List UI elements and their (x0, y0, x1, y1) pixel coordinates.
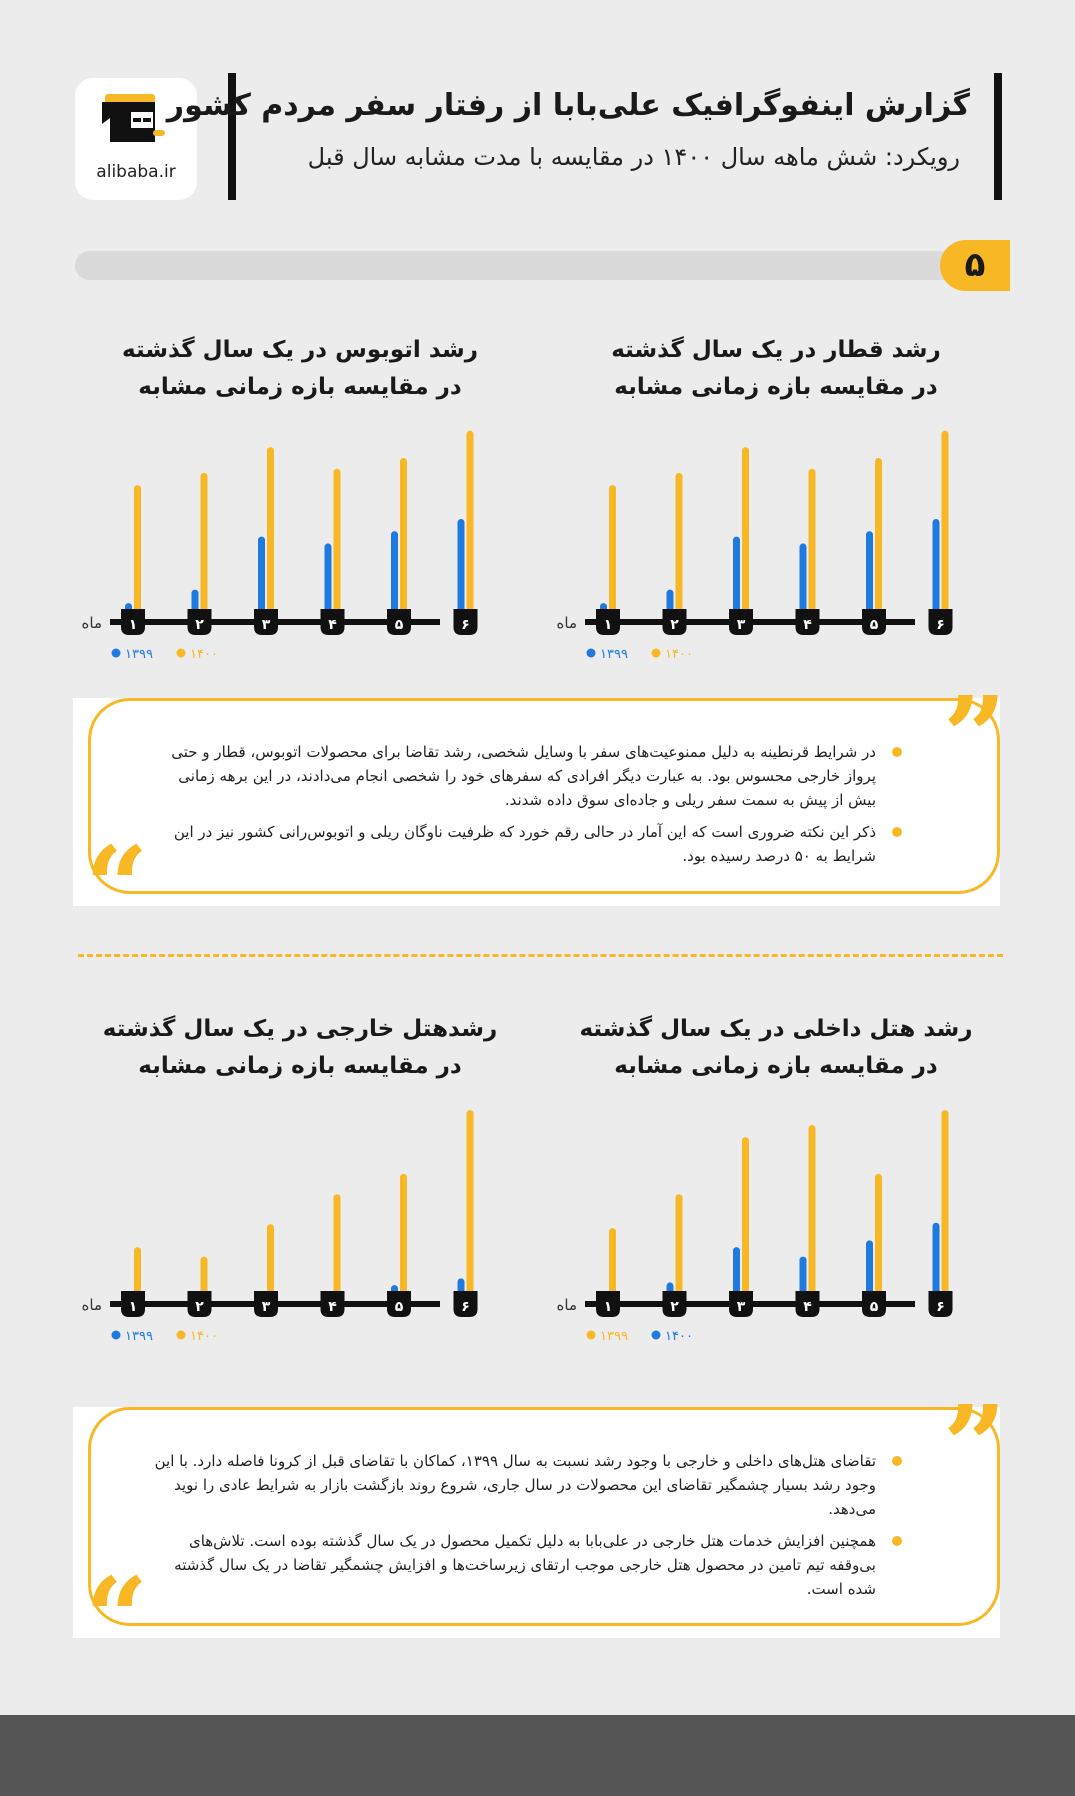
x-tick-label: ۴ (328, 617, 337, 633)
legend-label: ۱۴۰۰ (190, 647, 218, 662)
quote-close-icon: “ (85, 1553, 149, 1682)
chart-title-line: رشدهتل خارجی در یک سال گذشته (102, 1016, 498, 1042)
footer-bar (0, 1715, 1075, 1796)
bar-prev-year (800, 543, 807, 614)
note-card-2 (73, 1381, 1007, 1682)
bullet-icon (892, 1456, 902, 1466)
bullet-icon (892, 1536, 902, 1546)
bar-prev-year (933, 1223, 940, 1296)
x-tick-label: ۲ (670, 1299, 679, 1315)
legend-dot (587, 649, 596, 658)
bar-curr-year (875, 458, 882, 614)
x-tick-label: ۲ (670, 617, 679, 633)
bar-curr-year (134, 485, 141, 614)
legend-dot (587, 1331, 596, 1340)
bar-curr-year (201, 1257, 208, 1296)
bar-curr-year (809, 469, 816, 614)
x-tick-label: ۴ (803, 617, 812, 633)
quote-open-icon: ” (943, 672, 1007, 801)
chart-foreign-hotel (80, 1092, 500, 1352)
chart-domestic-hotel (555, 1092, 975, 1352)
bar-curr-year (334, 1194, 341, 1296)
bar-curr-year (609, 1228, 616, 1296)
bar-curr-year (267, 1224, 274, 1296)
quote-close-icon: “ (85, 822, 149, 951)
bar-curr-year (676, 1194, 683, 1296)
chart-title-line: در مقایسه بازه زمانی مشابه (614, 374, 938, 400)
list-item: تقاضای هتل‌های داخلی و خارجی با وجود رشد نسبت به سال ۱۳۹۹، کماکان با تقاضای قبل از کرونا فاصله دارد. با این وجود رشد بسیار چشمگیر تقاضای این محصولات در سال جاری، شروع روند بازگشت بازار به شرایط عادی را نوید می‌دهد. (153, 1449, 910, 1521)
x-tick-label: ۴ (328, 1299, 337, 1315)
bar-curr-year (742, 1137, 749, 1296)
bar-prev-year (458, 519, 465, 614)
bar-curr-year (942, 1110, 949, 1296)
bar-curr-year (676, 473, 683, 614)
bar-curr-year (400, 458, 407, 614)
x-tick-label: ۳ (736, 617, 746, 633)
x-tick-label: ۱ (128, 1299, 138, 1315)
bar-curr-year (334, 469, 341, 614)
bar-prev-year (933, 519, 940, 614)
x-tick-label: ۳ (261, 617, 271, 633)
x-tick-label: ۱ (603, 1299, 613, 1315)
x-tick-label: ۶ (461, 617, 470, 633)
note-card-1 (73, 672, 1007, 951)
x-tick-label: ۲ (195, 617, 204, 633)
list-item: در شرایط قرنطینه به دلیل ممنوعیت‌های سفر با وسایل شخصی، رشد تقاضا برای محصولات اتوبوس، قطار و حتی پرواز خارجی محسوس بود. به عبارت دیگر افرادی که سفرهای خود را شخصی انجام می‌دادند، در این برهه زمانی بیش از پیش به سمت سفر ریلی و جاده‌ای سوق داده شدند. (153, 740, 910, 812)
bar-prev-year (733, 537, 740, 614)
page-title: گزارش اینفوگرافیک علی‌بابا از رفتار سفر مردم کشور (166, 88, 970, 123)
chart-title-line: رشد هتل داخلی در یک سال گذشته (579, 1016, 973, 1042)
x-tick-label: ۵ (394, 617, 404, 633)
legend-dot (177, 649, 186, 658)
x-tick-label: ۱ (128, 617, 138, 633)
x-tick-label: ۳ (261, 1299, 271, 1315)
chart-title-line: در مقایسه بازه زمانی مشابه (614, 1053, 938, 1079)
bar-curr-year (400, 1174, 407, 1296)
legend-dot (652, 1331, 661, 1340)
note-list-2 (153, 1449, 910, 1609)
legend-dot (652, 649, 661, 658)
header-bar-right (994, 73, 1002, 200)
x-tick-label: ۶ (936, 1299, 945, 1315)
legend-label: ۱۳۹۹ (125, 1329, 153, 1344)
legend-dot (177, 1331, 186, 1340)
bar-prev-year (733, 1247, 740, 1296)
x-tick-label: ۳ (736, 1299, 746, 1315)
list-item: همچنین افزایش خدمات هتل خارجی در علی‌بابا به دلیل تکمیل محصول در یک سال گذشته بوده است. تلاش‌های بی‌وقفه تیم تامین در محصول هتل خارجی موجب ارتقای زیرساخت‌ها و افزایش چشمگیر تقاضا در یک سال گذشته شده است. (153, 1529, 910, 1601)
chart-title-line: رشد قطار در یک سال گذشته (611, 337, 941, 363)
bar-curr-year (609, 485, 616, 614)
x-axis-label: ماه (81, 614, 102, 632)
bar-curr-year (267, 447, 274, 614)
legend-label: ۱۳۹۹ (600, 647, 628, 662)
bar-curr-year (875, 1174, 882, 1296)
chart-title-foreign-hotel (70, 1011, 530, 1085)
legend-label: ۱۴۰۰ (665, 1329, 693, 1344)
progress-track (75, 251, 1010, 280)
chart-title-line: در مقایسه بازه زمانی مشابه (138, 1053, 462, 1079)
bar-prev-year (866, 531, 873, 614)
legend-label: ۱۴۰۰ (665, 647, 693, 662)
quote-open-icon: ” (943, 1381, 1007, 1510)
chart-train (555, 410, 975, 670)
x-axis-label: ماه (81, 1296, 102, 1314)
bar-curr-year (134, 1247, 141, 1296)
x-axis-label: ماه (556, 614, 577, 632)
chart-title-line: رشد اتوبوس در یک سال گذشته (122, 337, 478, 363)
bar-prev-year (258, 537, 265, 614)
bar-curr-year (467, 1110, 474, 1296)
logo-text: alibaba.ir (96, 162, 176, 182)
bar-prev-year (391, 531, 398, 614)
x-tick-label: ۲ (195, 1299, 204, 1315)
x-tick-label: ۵ (394, 1299, 404, 1315)
bar-curr-year (201, 473, 208, 614)
legend-label: ۱۳۹۹ (600, 1329, 628, 1344)
x-tick-label: ۶ (461, 1299, 470, 1315)
legend-dot (112, 1331, 121, 1340)
chart-bus (80, 410, 500, 670)
bar-curr-year (942, 431, 949, 614)
list-item: ذکر این نکته ضروری است که این آمار در حالی رقم خورد که ظرفیت ناوگان ریلی و اتوبوس‌رانی کشور نیز در این شرایط به ۵۰ درصد رسیده بود. (153, 820, 910, 868)
bar-curr-year (809, 1125, 816, 1296)
chart-title-train (546, 332, 1006, 406)
section-divider (78, 954, 1003, 957)
x-axis-label: ماه (556, 1296, 577, 1314)
note-list-1 (153, 740, 910, 876)
x-tick-label: ۵ (869, 617, 879, 633)
legend-label: ۱۴۰۰ (190, 1329, 218, 1344)
bar-curr-year (742, 447, 749, 614)
x-tick-label: ۴ (803, 1299, 812, 1315)
x-tick-label: ۵ (869, 1299, 879, 1315)
bar-prev-year (325, 543, 332, 614)
x-tick-label: ۶ (936, 617, 945, 633)
bar-prev-year (800, 1257, 807, 1296)
legend-label: ۱۳۹۹ (125, 647, 153, 662)
bar-curr-year (467, 431, 474, 614)
bullet-icon (892, 747, 902, 757)
legend-dot (112, 649, 121, 658)
step-badge: ۵ (940, 240, 1010, 291)
chart-title-bus (70, 332, 530, 406)
chart-title-line: در مقایسه بازه زمانی مشابه (138, 374, 462, 400)
bullet-icon (892, 827, 902, 837)
x-tick-label: ۱ (603, 617, 613, 633)
chart-title-domestic-hotel (546, 1011, 1006, 1085)
bar-prev-year (866, 1240, 873, 1296)
page-subtitle: رویکرد: شش ماهه سال ۱۴۰۰ در مقایسه با مدت مشابه سال قبل (307, 143, 960, 171)
